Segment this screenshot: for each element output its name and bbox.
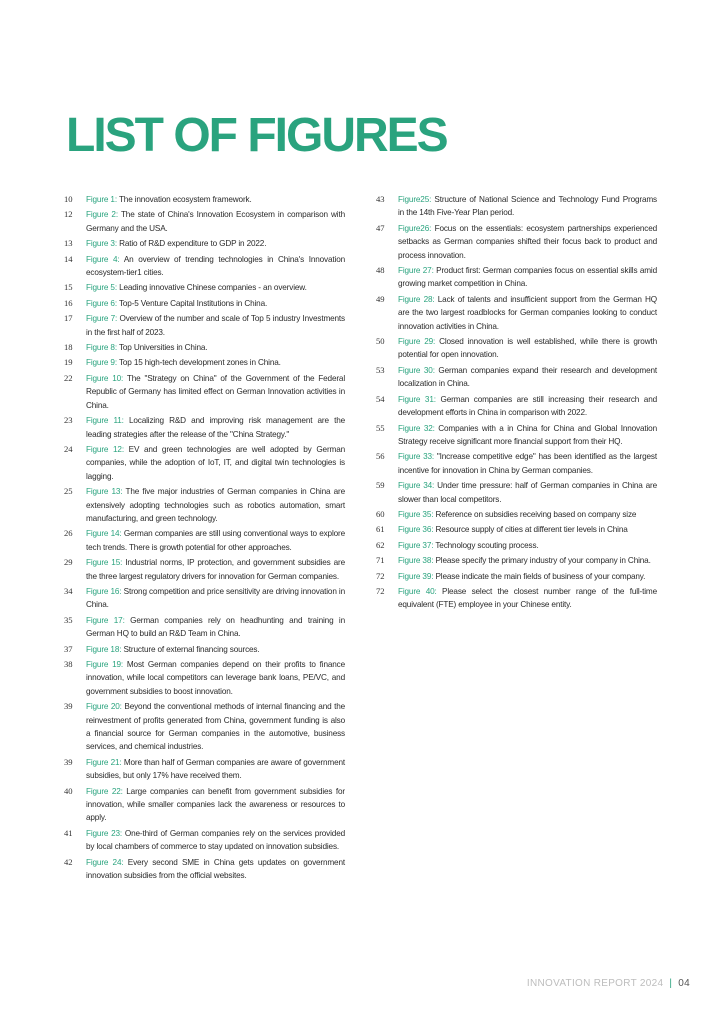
figure-description: Under time pressure: half of German companies in China are slower than local competitors.: [398, 481, 657, 504]
figure-entry[interactable]: [64, 527, 345, 554]
figure-entry[interactable]: [64, 485, 345, 525]
figure-label: Figure 5:: [86, 283, 117, 293]
figure-description: EV and green technologies are well adopted by German companies, while the adoption of IoT, IT, and digital twin technologies is lagging.: [86, 444, 345, 481]
page-title: LIST OF FIGURES: [66, 109, 447, 162]
figures-list-left: [64, 193, 345, 885]
figure-caption: [398, 422, 657, 449]
figure-page-number: 15: [64, 282, 73, 293]
figure-entry[interactable]: [64, 700, 345, 754]
figure-description: Most German companies depend on their profits to finance innovation, while local competitors can leverage bank loans, PE/VC, and government subsidies to boost innovation.: [86, 660, 346, 696]
figure-description: Closed innovation is well established, while there is growth potential for open innovation.: [398, 337, 657, 360]
figure-caption: [398, 293, 657, 333]
figure-page-number: 10: [64, 194, 73, 204]
figure-entry[interactable]: [64, 658, 345, 698]
figure-page-number: 14: [64, 253, 73, 264]
figure-page-number: 72: [376, 570, 385, 581]
figure-label: Figure 9:: [86, 358, 117, 368]
figure-caption: [86, 237, 345, 250]
figure-description: German companies expand their research and development localization in China.: [398, 365, 658, 389]
figure-label: Figure 27:: [398, 266, 434, 276]
figure-label: Figure 24:: [86, 857, 124, 867]
figure-caption: [86, 856, 345, 883]
figures-list-right: [376, 193, 657, 614]
figure-description: German companies are still using conventional ways to explore tech trends. There is growth potential for other approaches.: [86, 529, 346, 552]
figure-caption: [398, 364, 657, 391]
figure-description: Technology scouting process.: [435, 540, 539, 550]
figure-entry[interactable]: [64, 414, 345, 441]
figure-page-number: 43: [376, 194, 385, 204]
figure-page-number: 61: [376, 524, 385, 535]
figure-page-number: 42: [64, 856, 73, 867]
figure-caption: [86, 443, 345, 483]
figure-caption: [398, 479, 657, 506]
figure-caption: [398, 393, 657, 420]
figure-caption: [398, 335, 657, 362]
figure-description: Overview of the number and scale of Top 5 industry Investments in the first half of 2023.: [86, 314, 345, 337]
figure-entry[interactable]: [64, 193, 345, 206]
figure-entry[interactable]: [64, 356, 345, 369]
figure-description: German companies rely on headhunting and training in German HQ to build an R&D Team in China.: [86, 615, 345, 639]
figure-label: Figure 39:: [398, 571, 434, 581]
figure-caption: [398, 508, 657, 521]
figure-entry[interactable]: [64, 585, 345, 612]
figure-caption: [86, 297, 345, 310]
figure-label: Figure 7:: [86, 314, 118, 324]
figure-page-number: 50: [376, 336, 385, 347]
figure-entry[interactable]: [64, 643, 345, 656]
figure-caption: [86, 700, 345, 754]
figure-caption: [86, 312, 345, 339]
figure-label: Figure 4:: [86, 254, 120, 264]
figure-description: The state of China's Innovation Ecosystem in comparison with Germany and the USA.: [86, 210, 345, 233]
figure-entry[interactable]: [64, 614, 345, 641]
figure-description: Top 15 high-tech development zones in China.: [118, 358, 281, 368]
figure-page-number: 34: [64, 585, 73, 596]
figure-entry[interactable]: [64, 297, 345, 310]
figure-description: The five major industries of German companies in China are extensively adopting technologies such as robotics automation, smart manufacturing, and green technology.: [86, 487, 345, 523]
figure-label: Figure 35:: [398, 509, 434, 519]
figure-entry[interactable]: [376, 539, 657, 552]
figure-label: Figure 19:: [86, 660, 124, 669]
figure-description: German companies are still increasing their research and development efforts in China in comparison with 2022.: [398, 394, 658, 418]
figure-label: Figure 30:: [398, 365, 435, 375]
figure-label: Figure 23:: [86, 828, 123, 838]
figure-caption: [86, 527, 345, 554]
figure-caption: [398, 193, 657, 220]
figure-label: Figure 15:: [86, 558, 123, 568]
figure-label: Figure 38:: [398, 556, 434, 566]
figure-description: Focus on the essentials: ecosystem partnerships experienced setbacks as German companies shifted their focus back to product and process innovation.: [398, 223, 658, 260]
figure-entry[interactable]: [64, 756, 345, 783]
figure-description: Resource supply of cities at different tier levels in China: [435, 525, 628, 535]
figure-entry[interactable]: [64, 281, 345, 294]
figure-label: Figure26:: [398, 223, 432, 233]
figure-entry[interactable]: [376, 364, 657, 391]
figure-entry[interactable]: [376, 193, 657, 220]
figure-description: Structure of National Science and Technology Fund Programs in the 14th Five-Year Plan period.: [398, 195, 657, 218]
figure-caption: [86, 356, 345, 369]
figure-description: Please select the closest number range of the full-time equivalent (FTE) employee in your Chinese entity.: [398, 586, 658, 610]
figure-caption: [86, 485, 345, 525]
figure-caption: [86, 281, 345, 294]
figure-description: "Increase competitive edge" has been identified as the largest incentive for innovation in China by German companies.: [398, 452, 657, 475]
figure-caption: [398, 570, 657, 583]
figure-caption: [398, 539, 657, 552]
figure-label: Figure 40:: [398, 586, 437, 596]
figure-description: The innovation ecosystem framework.: [118, 195, 252, 204]
figure-caption: [86, 756, 345, 783]
figure-page-number: 37: [64, 643, 73, 654]
figure-caption: [86, 785, 345, 825]
figure-entry[interactable]: [64, 443, 345, 483]
figure-caption: [86, 341, 345, 354]
figure-description: An overview of trending technologies in China's Innovation ecosystem-tier1 cities.: [86, 254, 345, 278]
figure-page-number: 55: [376, 422, 385, 433]
page-footer: [527, 978, 690, 989]
figure-description: Reference on subsidies receiving based on company size: [435, 509, 637, 519]
figure-description: Lack of talents and insufficient support from the German HQ are the two largest roadblocks for German companies looking to conduct innovation activities in China.: [398, 294, 657, 331]
figure-label: Figure 20:: [86, 702, 122, 712]
figure-page-number: 13: [64, 238, 73, 249]
figure-entry[interactable]: [376, 450, 657, 477]
figure-page-number: 49: [376, 293, 385, 304]
figure-description: Large companies can benefit from government subsidies for innovation, while smaller companies lack the awareness or resources to apply.: [86, 786, 345, 823]
figure-label: Figure 10:: [86, 373, 124, 383]
figure-page-number: 23: [64, 415, 73, 426]
figure-label: Figure 3:: [86, 239, 117, 249]
figure-entry[interactable]: [376, 570, 657, 583]
figure-label: Figure25:: [398, 195, 432, 204]
figure-page-number: 35: [64, 614, 73, 625]
figure-page-number: 47: [376, 222, 385, 233]
figure-page-number: 59: [376, 480, 385, 491]
figure-page-number: 18: [64, 342, 73, 353]
footer-separator: |: [669, 978, 673, 989]
figure-description: Ratio of R&D expenditure to GDP in 2022.: [119, 239, 267, 249]
figure-caption: [86, 414, 345, 441]
figure-label: Figure 16:: [86, 586, 122, 596]
figure-label: Figure 12:: [86, 444, 124, 454]
figure-entry[interactable]: [64, 312, 345, 339]
figure-entry[interactable]: [64, 237, 345, 250]
figure-entry[interactable]: [64, 827, 345, 854]
figure-caption: [86, 208, 345, 235]
figure-page-number: 19: [64, 357, 73, 368]
figure-page-number: 39: [64, 701, 73, 712]
figure-entry[interactable]: [64, 372, 345, 412]
figure-entry[interactable]: [376, 554, 657, 567]
figure-description: Top-5 Venture Capital Institutions in China.: [118, 298, 268, 308]
figure-entry[interactable]: [64, 208, 345, 235]
figure-page-number: 26: [64, 528, 73, 539]
figure-entry[interactable]: [376, 508, 657, 521]
figure-description: Product first: German companies focus on essential skills amid growing market competition in China.: [398, 266, 657, 289]
figure-caption: [86, 193, 345, 206]
figure-caption: [86, 253, 345, 280]
figure-description: Beyond the conventional methods of internal financing and the reinvestment of profits generated from China, government funding is also a financial source for German companies in the automotive, business services, and chemical industries.: [86, 702, 346, 752]
figure-label: Figure 1:: [86, 195, 117, 204]
figure-page-number: 24: [64, 443, 73, 454]
figure-label: Figure 14:: [86, 529, 122, 539]
figure-caption: [86, 585, 345, 612]
figure-caption: [398, 585, 657, 612]
figure-page-number: 60: [376, 508, 385, 519]
figure-entry[interactable]: [376, 523, 657, 536]
figure-label: Figure 2:: [86, 210, 118, 220]
footer-report-name: INNOVATION REPORT 2024: [526, 978, 664, 989]
figure-label: Figure 29:: [398, 337, 436, 347]
figure-description: Please indicate the main fields of business of your company.: [435, 571, 646, 581]
figure-label: Figure 22:: [86, 786, 123, 796]
figure-page-number: 72: [376, 585, 385, 596]
figure-page-number: 39: [64, 756, 73, 767]
figure-description: More than half of German companies are aware of government subsidies, but only 17% have received them.: [86, 757, 346, 781]
figure-caption: [398, 264, 657, 291]
figure-label: Figure 32:: [398, 423, 435, 433]
figure-entry[interactable]: [376, 393, 657, 420]
figure-caption: [398, 450, 657, 477]
figure-page-number: 62: [376, 539, 385, 550]
figure-description: Every second SME in China gets updates on government innovation subsidies from the official websites.: [86, 857, 345, 881]
figure-entry[interactable]: [64, 785, 345, 825]
figure-entry[interactable]: [376, 422, 657, 449]
figure-description: Localizing R&D and improving risk management are the leading strategies after the release of the "China Strategy.": [86, 416, 346, 439]
figure-label: Figure 36:: [398, 525, 434, 535]
figure-page-number: 29: [64, 557, 73, 568]
figure-page-number: 17: [64, 313, 73, 324]
figure-page-number: 48: [376, 265, 385, 276]
figure-caption: [86, 372, 345, 412]
figure-page-number: 71: [376, 555, 385, 566]
figure-entry[interactable]: [64, 856, 345, 883]
figure-page-number: 38: [64, 659, 73, 669]
figure-label: Figure 34:: [398, 481, 435, 491]
figure-entry[interactable]: [64, 253, 345, 280]
figure-label: Figure 13:: [86, 487, 123, 497]
figure-entry[interactable]: [376, 264, 657, 291]
figure-description: Top Universities in China.: [118, 343, 208, 353]
figure-label: Figure 31:: [398, 394, 436, 404]
figure-entry[interactable]: [376, 293, 657, 333]
figure-page-number: 40: [64, 785, 73, 796]
figure-page-number: 16: [64, 297, 73, 308]
figure-label: Figure 33:: [398, 452, 435, 462]
figure-caption: [398, 222, 657, 262]
figure-entry[interactable]: [376, 585, 657, 612]
figure-label: Figure 28:: [398, 294, 435, 304]
figure-entry[interactable]: [376, 222, 657, 262]
figure-entry[interactable]: [376, 479, 657, 506]
figure-caption: [86, 643, 345, 656]
figure-description: Industrial norms, IP protection, and government subsidies are the three largest regulatory drivers for innovation for German companies.: [86, 558, 345, 581]
figure-caption: [398, 554, 657, 567]
figure-page-number: 53: [376, 364, 385, 375]
figure-description: Please specify the primary industry of your company in China.: [435, 556, 651, 566]
figure-description: The "Strategy on China" of the Government of the Federal Republic of Germany has limited effect on German Innovation activities in China.: [86, 373, 345, 410]
figure-entry[interactable]: [376, 335, 657, 362]
figure-caption: [398, 523, 657, 536]
figure-entry[interactable]: [64, 341, 345, 354]
figure-caption: [86, 556, 345, 583]
figure-label: Figure 17:: [86, 615, 125, 625]
figure-label: Figure 37:: [398, 540, 434, 550]
figure-page-number: 22: [64, 372, 73, 383]
figure-caption: [86, 658, 345, 698]
figure-page-number: 54: [376, 393, 385, 404]
figure-page-number: 25: [64, 486, 73, 497]
figure-label: Figure 6:: [86, 298, 117, 308]
figure-description: Leading innovative Chinese companies - an overview.: [119, 283, 307, 293]
figure-label: Figure 11:: [86, 416, 124, 426]
figure-caption: [86, 614, 345, 641]
figure-page-number: 56: [376, 451, 385, 462]
figure-entry[interactable]: [64, 556, 345, 583]
figure-page-number: 41: [64, 827, 73, 838]
figure-caption: [86, 827, 345, 854]
figure-label: Figure 18:: [86, 644, 122, 654]
figure-description: One-third of German companies rely on the services provided by local chambers of commerce to stay updated on innovation subsidies.: [86, 828, 346, 852]
figure-description: Companies with a in China for China and Global Innovation Strategy receive significant more financial support from their HQ.: [398, 423, 657, 446]
figure-label: Figure 21:: [86, 757, 122, 767]
figure-label: Figure 8:: [86, 343, 117, 353]
page-number: 04: [678, 978, 690, 989]
figure-description: Structure of external financing sources.: [123, 644, 260, 654]
figure-page-number: 12: [64, 209, 73, 220]
figure-description: Strong competition and price sensitivity are driving innovation in China.: [86, 586, 346, 610]
